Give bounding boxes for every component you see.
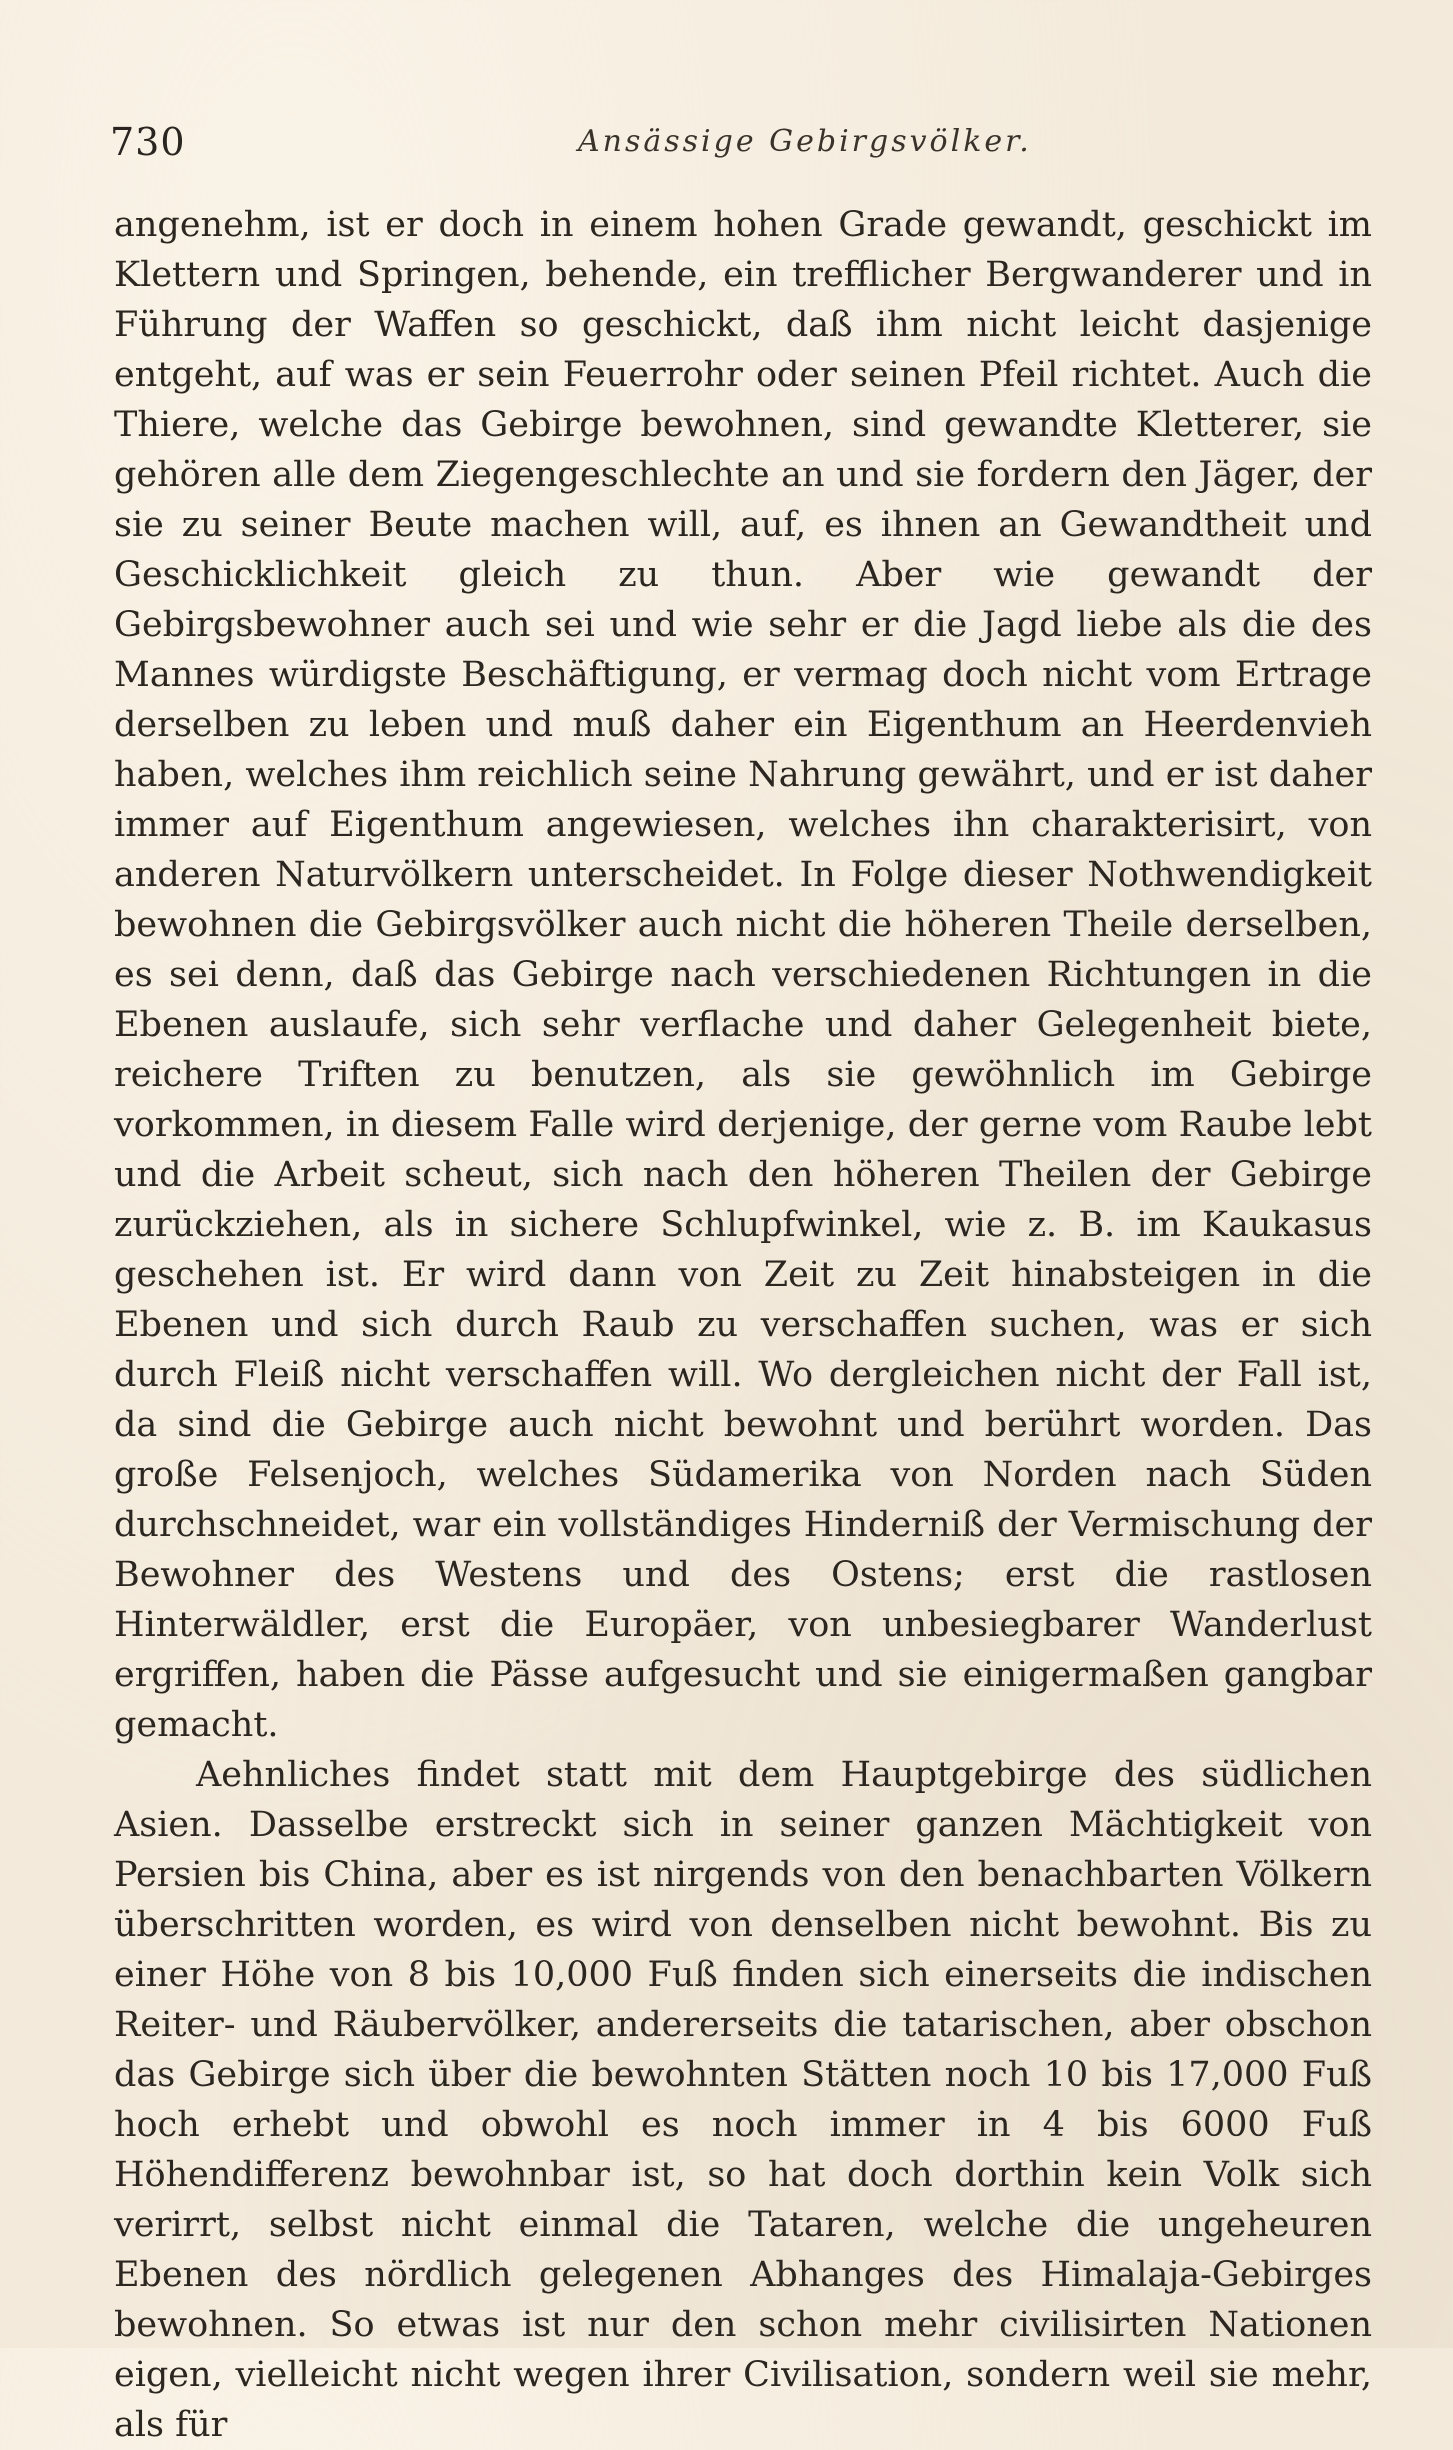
paragraph-1: angenehm, ist er doch in einem hohen Grade gewandt, geschickt im Klettern und Springen, behende, ein trefflicher Bergwanderer und in Führung der Waffen so geschickt, daß ihm nicht leicht dasjenige entgeht, auf was er sein Feuerrohr oder seinen Pfeil richtet. Auch die Thiere, welche das Gebirge bewohnen, sind gewandte Kletterer, sie gehören alle dem Ziegengeschlechte an und sie fordern den Jäger, der sie zu seiner Beute machen will, auf, es ihnen an Gewandtheit und Geschicklichkeit gleich zu thun. Aber wie gewandt der Gebirgsbewohner auch sei und wie sehr er die Jagd liebe als die des Mannes würdigste Beschäftigung, er vermag doch nicht vom Ertrage derselben zu leben und muß daher ein Eigenthum an Heerdenvieh haben, welches ihm reichlich seine Nahrung gewährt, und er ist daher immer auf Eigenthum angewiesen, welches ihn charakterisirt, von anderen Naturvölkern unterscheidet. In Folge dieser Nothwendigkeit bewohnen die Gebirgsvölker auch nicht die höheren Theile derselben, es sei denn, daß das Gebirge nach verschiedenen Richtungen in die Ebenen auslaufe, sich sehr verflache und daher Gelegenheit biete, reichere Triften zu benutzen, als sie gewöhnlich im Gebirge vorkommen, in diesem Falle wird derjenige, der gerne vom Raube lebt und die Arbeit scheut, sich nach den höheren Theilen der Gebirge zurückziehen, als in sichere Schlupfwinkel, wie z. B. im Kaukasus geschehen ist. Er wird dann von Zeit zu Zeit hinabsteigen in die Ebenen und sich durch Raub zu verschaffen suchen, was er sich durch Fleiß nicht verschaffen will. Wo dergleichen nicht der Fall ist, da sind die Gebirge auch nicht bewohnt und berührt worden. Das große Felsenjoch, welches Südamerika von Norden nach Süden durchschneidet, war ein vollständiges Hinderniß der Vermischung der Bewohner des Westens und des Ostens; erst die rastlosen Hinterwäldler, erst die Europäer, von unbesiegbarer Wanderlust ergriffen, haben die Pässe aufgesucht und sie einigermaßen gangbar gemacht. xyxy=(114,205,1372,1745)
running-head: Ansässige Gebirgsvölker. xyxy=(578,124,1032,159)
body-text xyxy=(114,200,1372,2450)
page-header xyxy=(110,112,1372,172)
paragraph-2: Aehnliches findet statt mit dem Hauptgebirge des südlichen Asien. Dasselbe erstreckt sich in seiner ganzen Mächtigkeit von Persien bis China, aber es ist nirgends von den benachbarten Völkern überschritten worden, es wird von denselben nicht bewohnt. Bis zu einer Höhe von 8 bis 10,000 Fuß finden sich einerseits die indischen Reiter- und Räubervölker, andererseits die tatarischen, aber obschon das Gebirge sich über die bewohnten Stätten noch 10 bis 17,000 Fuß hoch erhebt und obwohl es noch immer in 4 bis 6000 Fuß Höhendifferenz bewohnbar ist, so hat doch dorthin kein Volk sich verirrt, selbst nicht einmal die Tataren, welche die ungeheuren Ebenen des nördlich gelegenen Abhanges des Himalaja-Gebirges bewohnen. So etwas ist nur den schon mehr civilisirten Nationen eigen, vielleicht nicht wegen ihrer Civilisation, sondern weil sie mehr, als für xyxy=(114,1755,1372,2445)
page-number: 730 xyxy=(110,120,186,164)
